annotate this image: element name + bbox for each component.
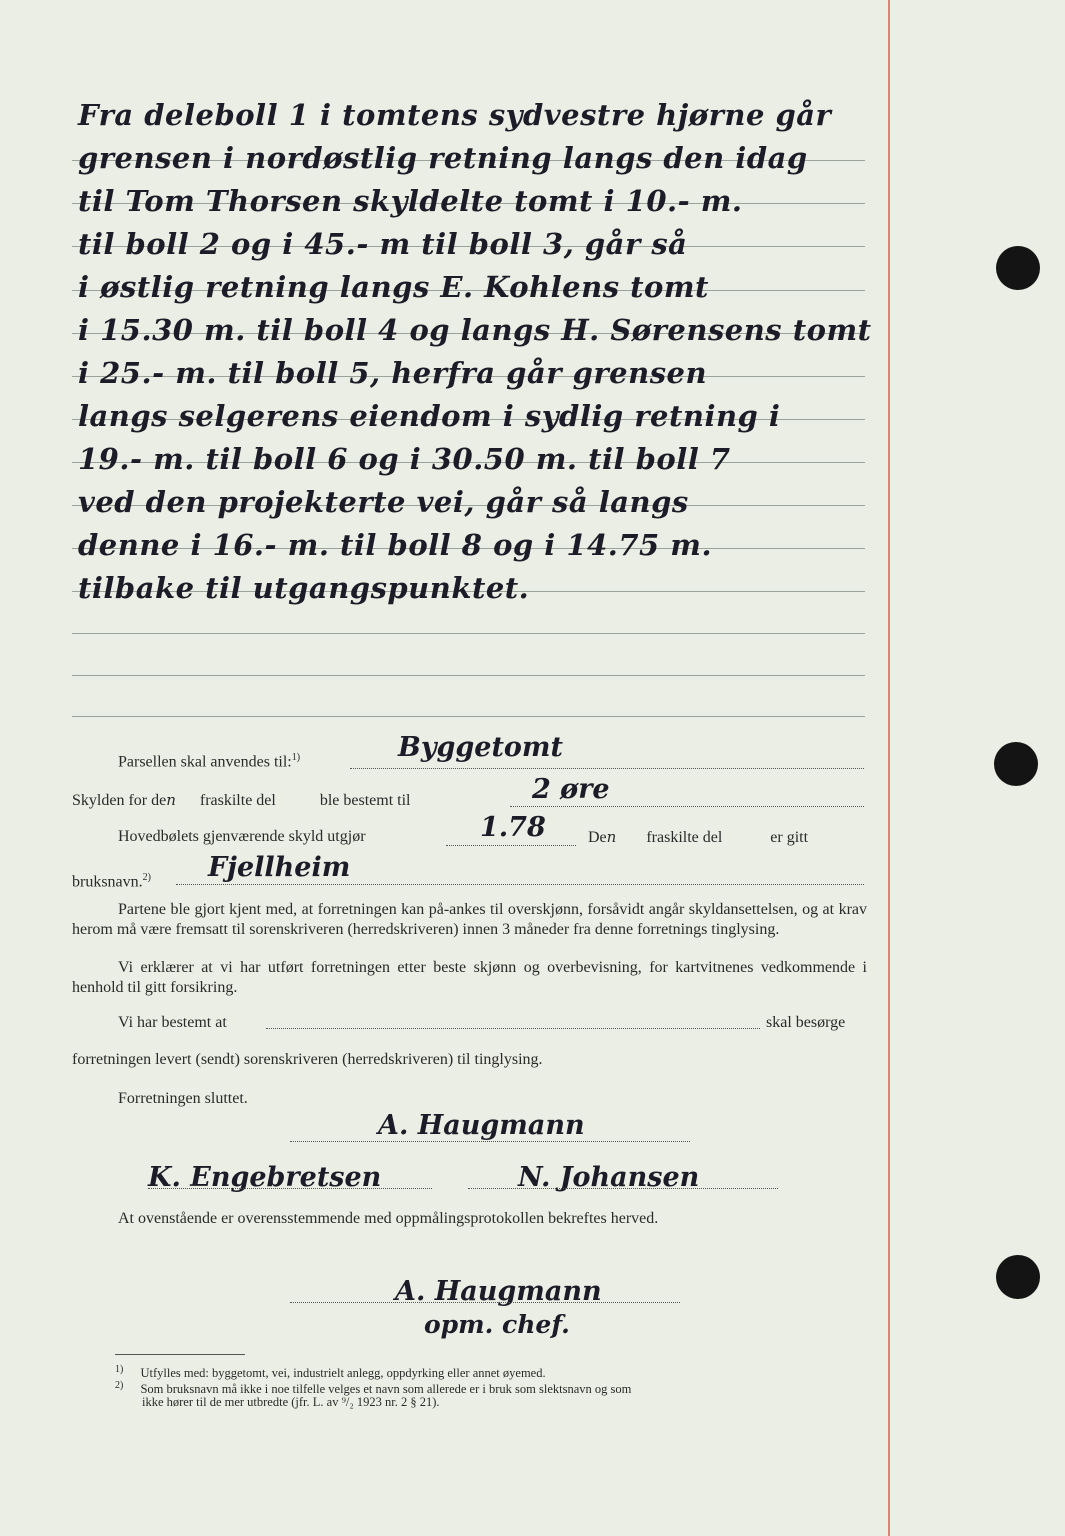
punch-hole [996,1255,1040,1299]
footnote-2-cont: ikke hører til de mer utbredte (jfr. L. av ⁹/₂ 1923 nr. 2 § 21). [142,1395,440,1409]
handwritten-line: langs selgerens eiendom i sydlig retning i [78,399,781,433]
handwritten-line: i 25.- m. til boll 5, herfra går grensen [78,356,708,390]
appeal-paragraph: Partene ble gjort kjent med, at forretningen kan på-ankes til overskjønn, forsåvidt angår skyldansettelsen, og at krav herom må være fremsatt til sorenskriveren (herredskriveren) innen 3 måneder fra denne forretnings tinglysing. [72,901,867,938]
handwritten-line: ved den projekterte vei, går så langs [78,485,689,519]
signature-line [468,1188,778,1189]
de-fraskilte-label: Den fraskilte del er gitt [588,828,809,846]
signature-1: A. Haugmann [378,1110,585,1141]
ruled-line [72,633,865,634]
dotted-fill-line [350,768,864,769]
skylden-value: 2 øre [532,774,610,805]
confirmation-text: At ovenstående er overensstemmende med oppmålingsprotokollen bekreftes herved. [118,1210,659,1227]
handwritten-line: tilbake til utgangspunktet. [78,571,530,605]
besorge-label: skal besørge [766,1014,846,1031]
signature-line [148,1188,432,1189]
bestemt-label: Vi har bestemt at [118,1014,227,1031]
punch-hole [996,246,1040,290]
signature-4: A. Haugmann [395,1276,602,1307]
handwritten-line: i 15.30 m. til boll 4 og langs H. Sørensens tomt [78,313,872,347]
bruksnavn-label: bruksnavn.$^{2)}$ [72,872,151,891]
hovedbolets-value: 1.78 [480,812,546,843]
punch-hole [994,742,1038,786]
dotted-fill-line [446,845,576,846]
signature-3: N. Johansen [518,1162,700,1193]
signature-line [290,1302,680,1303]
parsellen-value: Byggetomt [398,732,563,763]
hovedbolets-label: Hovedbølets gjenværende skyld utgjør [118,828,366,845]
handwritten-line: Fra deleboll 1 i tomtens sydvestre hjørne går [78,98,832,132]
handwritten-line: 19.- m. til boll 6 og i 30.50 m. til boll 7 [78,442,731,476]
dotted-fill-line [266,1028,760,1029]
handwritten-line: til Tom Thorsen skyldelte tomt i 10.- m. [78,184,743,218]
signature-title: opm. chef. [424,1310,570,1339]
handwritten-line: grensen i nordøstlig retning langs den idag [78,141,808,175]
ruled-line [72,675,865,676]
dotted-fill-line [510,806,864,807]
dotted-fill-line [176,884,864,885]
declaration-paragraph: Vi erklærer at vi har utført forretningen etter beste skjønn og overbevisning, for kartvitnenes vedkommende i henhold til gitt forsikring. [72,959,867,996]
footnote-separator [115,1354,245,1355]
ruled-line [72,716,865,717]
footnote-2: $^{2)}$ Som bruksnavn må ikke i noe tilfelle velges et navn som allerede er i bruk som slektsnavn og som [115,1380,632,1397]
handwritten-line: i østlig retning langs E. Kohlens tomt [78,270,709,304]
red-margin-line [888,0,890,1536]
bruksnavn-value: Fjellheim [208,852,351,883]
parsellen-label: Parsellen skal anvendes til:$^{1)}$ [118,752,301,771]
handwritten-line: denne i 16.- m. til boll 8 og i 14.75 m. [78,528,713,562]
signature-2: K. Engebretsen [148,1162,382,1193]
signature-line [290,1141,690,1142]
footnote-1: $^{1)}$ Utfylles med: byggetomt, vei, industrielt anlegg, oppdyrking eller annet øyemed. [115,1364,546,1381]
sluttet-text: Forretningen sluttet. [118,1090,248,1107]
handwritten-line: til boll 2 og i 45.- m til boll 3, går så [78,227,688,261]
skylden-label: Skylden for den fraskilte del ble bestemt til [72,791,411,809]
levert-text: forretningen levert (sendt) sorenskriveren (herredskriveren) til tinglysing. [72,1051,543,1068]
